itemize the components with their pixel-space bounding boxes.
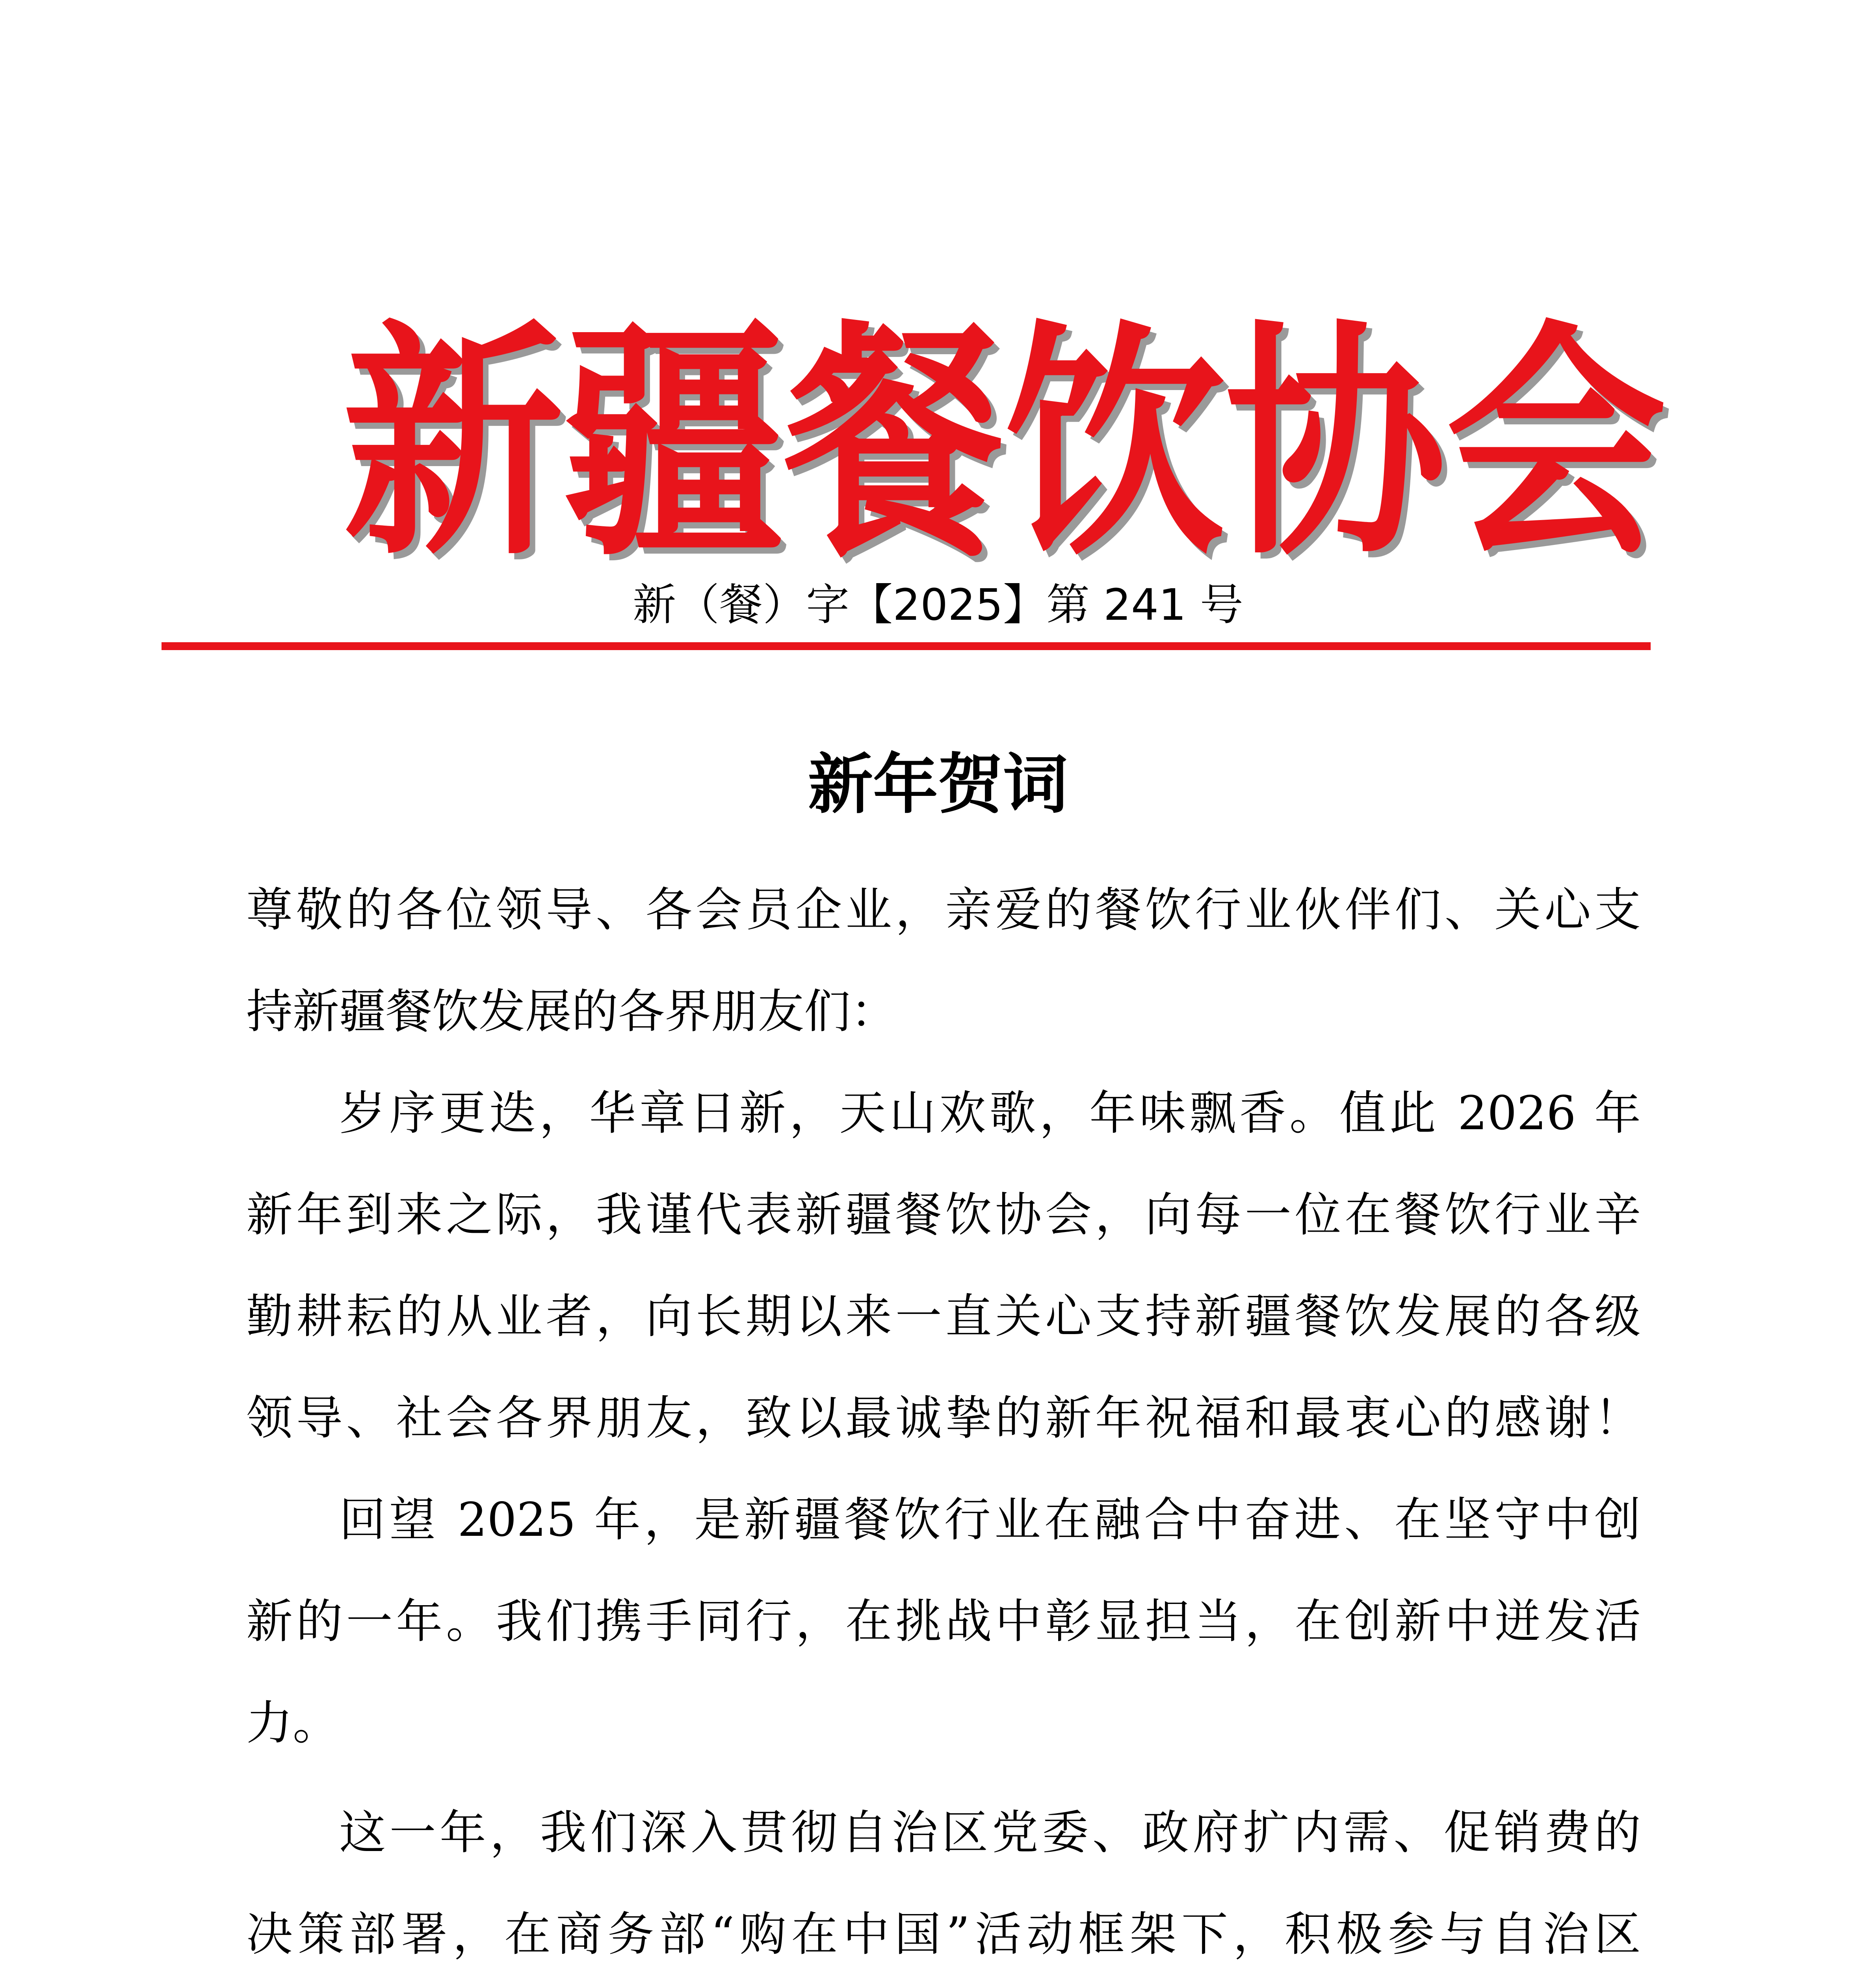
document-title: 新年贺词 — [808, 746, 1068, 822]
body-line: 决策部署，在商务部“购在中国”活动框架下，积极参与自治区 — [246, 1907, 1641, 1961]
body-line: 勤耕耘的从业者，向长期以来一直关心支持新疆餐饮发展的各级 — [246, 1289, 1641, 1344]
body-line: 新的一年。我们携手同行，在挑战中彰显担当，在创新中迸发活 — [246, 1594, 1641, 1648]
letterhead-char: 会 — [1446, 298, 1666, 589]
red-divider-line — [162, 642, 1651, 650]
letterhead-char: 疆 — [563, 298, 784, 589]
document-number: 新（餐）字【2025】第 241 号 — [633, 580, 1243, 630]
letterhead-char: 新 — [343, 298, 563, 589]
letterhead-char: 餐 — [784, 298, 1005, 589]
letterhead-title — [343, 298, 1666, 589]
body-line: 岁序更迭，华章日新，天山欢歌，年味飘香。值此 2026 年 — [339, 1086, 1641, 1140]
letterhead-char: 协 — [1225, 298, 1446, 589]
body-line: 尊敬的各位领导、各会员企业，亲爱的餐饮行业伙伴们、关心支 — [246, 883, 1641, 937]
paragraph-greeting — [246, 1062, 1641, 1469]
paragraph-consumption — [246, 1782, 1641, 1970]
letterhead-char: 饮 — [1005, 298, 1225, 589]
body-line: 新年到来之际，我谨代表新疆餐饮协会，向每一位在餐饮行业辛 — [246, 1188, 1641, 1242]
body-line: 领导、社会各界朋友，致以最诚挚的新年祝福和最衷心的感谢！ — [246, 1391, 1641, 1445]
body-line: 回望 2025 年，是新疆餐饮行业在融合中奋进、在坚守中创 — [339, 1492, 1641, 1547]
body-line: 持新疆餐饮发展的各界朋友们： — [246, 984, 897, 1039]
document-body — [246, 859, 1641, 1970]
paragraph-gap — [246, 1774, 1641, 1782]
paragraph-review — [246, 1469, 1641, 1774]
body-line: 力。 — [246, 1696, 340, 1750]
paragraph-salutation — [246, 859, 1641, 1062]
body-line: 这一年，我们深入贯彻自治区党委、政府扩内需、促销费的 — [339, 1805, 1641, 1860]
